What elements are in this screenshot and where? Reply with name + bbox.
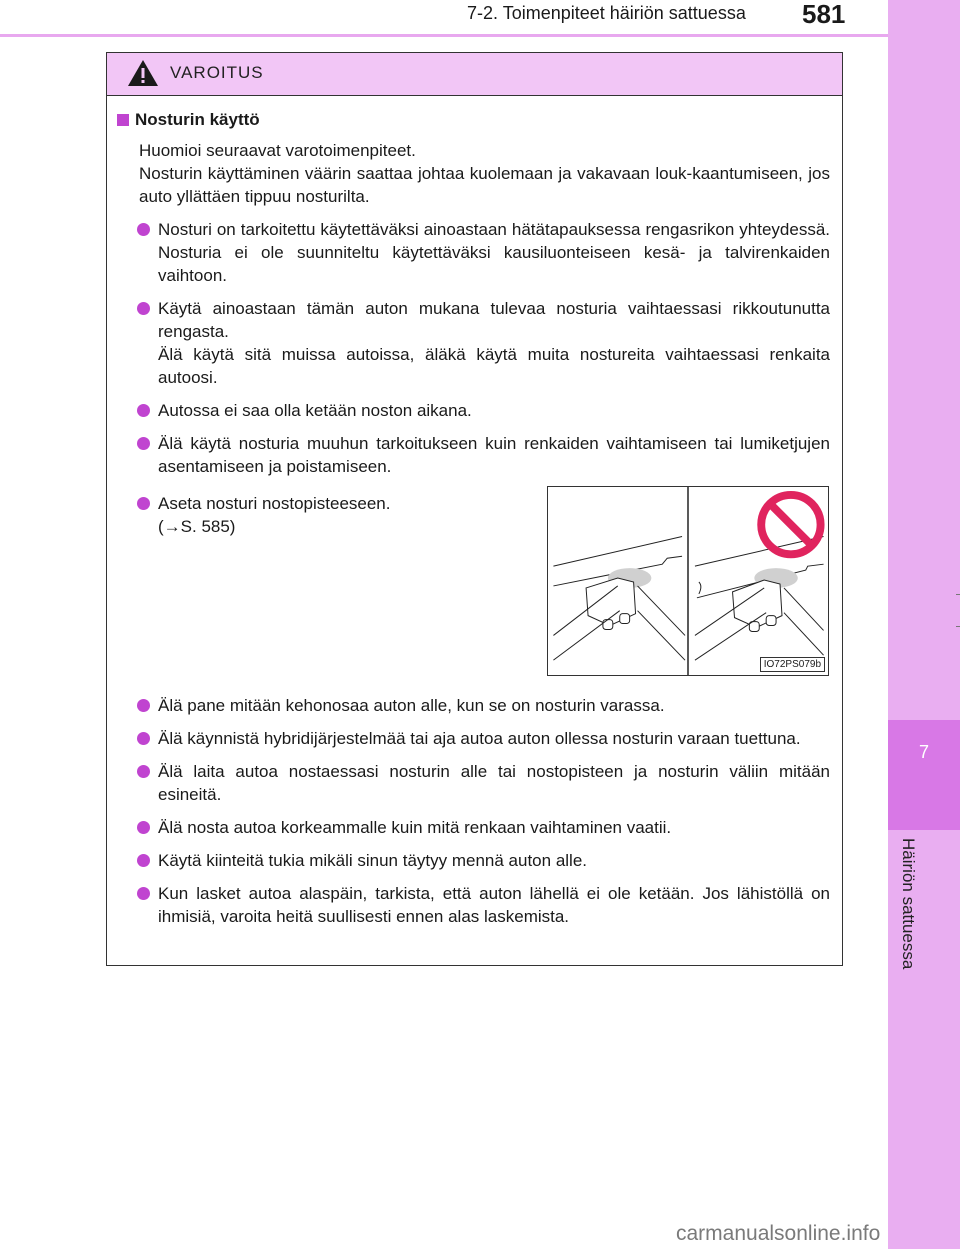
list-item: [115, 727, 830, 750]
bullet-dot-icon: [137, 854, 150, 867]
bullet-dot-icon: [137, 404, 150, 417]
bullet-list-top: [115, 218, 830, 478]
list-item: [115, 492, 488, 538]
bullet-text: Älä pane mitään kehonosaa auton alle, kun se on nosturin varassa.: [158, 696, 665, 715]
figure-row: [115, 492, 830, 684]
page-number: 581: [802, 0, 846, 29]
bullet-dot-icon: [137, 302, 150, 315]
warning-heading-text: Nosturin käyttö: [135, 110, 260, 129]
bullet-dot-icon: [137, 223, 150, 236]
list-item: [115, 399, 830, 422]
chapter-title: Häiriön sattuessa: [899, 838, 918, 970]
bullet-text: Älä käynnistä hybridijärjestelmää tai aja autoa auton ollessa nosturin varaan tuettuna.: [158, 729, 801, 748]
jack-illustration-drawing: [548, 487, 828, 675]
bullet-dot-icon: [137, 887, 150, 900]
chapter-number-box: [888, 720, 960, 830]
bullet-text: Autossa ei saa olla ketään noston aikana.: [158, 401, 472, 420]
list-item: [115, 760, 830, 806]
intro-line: Huomioi seuraavat varotoimenpiteet.: [139, 141, 416, 160]
warning-heading: [115, 107, 830, 133]
list-item: [115, 816, 830, 839]
bullet-text: Käytä ainoastaan tämän auton mukana tulevaa nosturia vaihtaessasi rikkoutunutta rengasta.: [158, 299, 830, 341]
bullet-dot-icon: [137, 821, 150, 834]
bullet-dot-icon: [137, 497, 150, 510]
chapter-number: 7: [918, 742, 929, 762]
bullet-dot-icon: [137, 732, 150, 745]
bullet-text: Aseta nosturi nostopisteeseen.: [158, 494, 391, 513]
bullet-text: Älä käytä nosturia muuhun tarkoitukseen kuin renkaiden vaihtamiseen tai lumiketjujen asentamiseen ja poistamiseen.: [158, 434, 830, 476]
bullet-text: Älä laita autoa nostaessasi nosturin alle tai nostopisteen ja nosturin väliin mitään esineitä.: [158, 762, 830, 804]
list-item: [115, 882, 830, 928]
bullet-text: Älä käytä sitä muissa autoissa, äläkä käytä muita nostureita vaihtaessasi renkaita autoosi.: [158, 345, 830, 387]
warning-triangle-icon: [127, 59, 159, 87]
chapter-side-tab: [888, 0, 960, 1249]
bullet-dot-icon: [137, 437, 150, 450]
warning-intro: [139, 139, 830, 208]
bullet-text: Nosturi on tarkoitettu käytettäväksi ainoastaan hätätapauksessa rengasrikon yhteydessä. Nosturia ei ole suunniteltu käytettäväksi kausiluonteiseen kesä- ja talvirenkaiden vaihtoon.: [158, 220, 830, 285]
figure-code: IO72PS079b: [760, 657, 825, 672]
bullet-text: (→S. 585): [158, 517, 236, 536]
list-item: [115, 297, 830, 389]
bullet-text: Käytä kiinteitä tukia mikäli sinun täytyy mennä auton alle.: [158, 851, 588, 870]
bullet-text: Kun lasket autoa alaspäin, tarkista, että auton lähellä ei ole ketään. Jos lähistöllä on ihmisiä, varoita heitä suullisesti ennen alas laskemista.: [158, 884, 830, 926]
heading-square-icon: [117, 114, 129, 126]
jack-position-illustration: [547, 486, 829, 676]
warning-header: [107, 53, 842, 96]
edge-tick: [956, 626, 960, 627]
bullet-dot-icon: [137, 765, 150, 778]
header-divider: [0, 34, 888, 37]
bullet-dot-icon: [137, 699, 150, 712]
intro-line: Nosturin käyttäminen väärin saattaa johtaa kuolemaan ja vakavaan louk-kaantumiseen, jos auto yllättäen tippuu nosturilta.: [139, 164, 830, 206]
bullet-text: Älä nosta autoa korkeammalle kuin mitä renkaan vaihtaminen vaatii.: [158, 818, 672, 837]
list-item: [115, 218, 830, 287]
watermark-link[interactable]: carmanualsonline.info: [676, 1222, 881, 1245]
edge-tick: [956, 594, 960, 595]
list-item: [115, 849, 830, 872]
section-title: 7-2. Toimenpiteet häiriön sattuessa: [467, 3, 746, 23]
warning-label: VAROITUS: [170, 63, 264, 82]
warning-box: [106, 52, 843, 966]
bullet-list-bottom: [115, 694, 830, 928]
list-item: [115, 694, 830, 717]
warning-content: [107, 107, 842, 928]
list-item: [115, 432, 830, 478]
